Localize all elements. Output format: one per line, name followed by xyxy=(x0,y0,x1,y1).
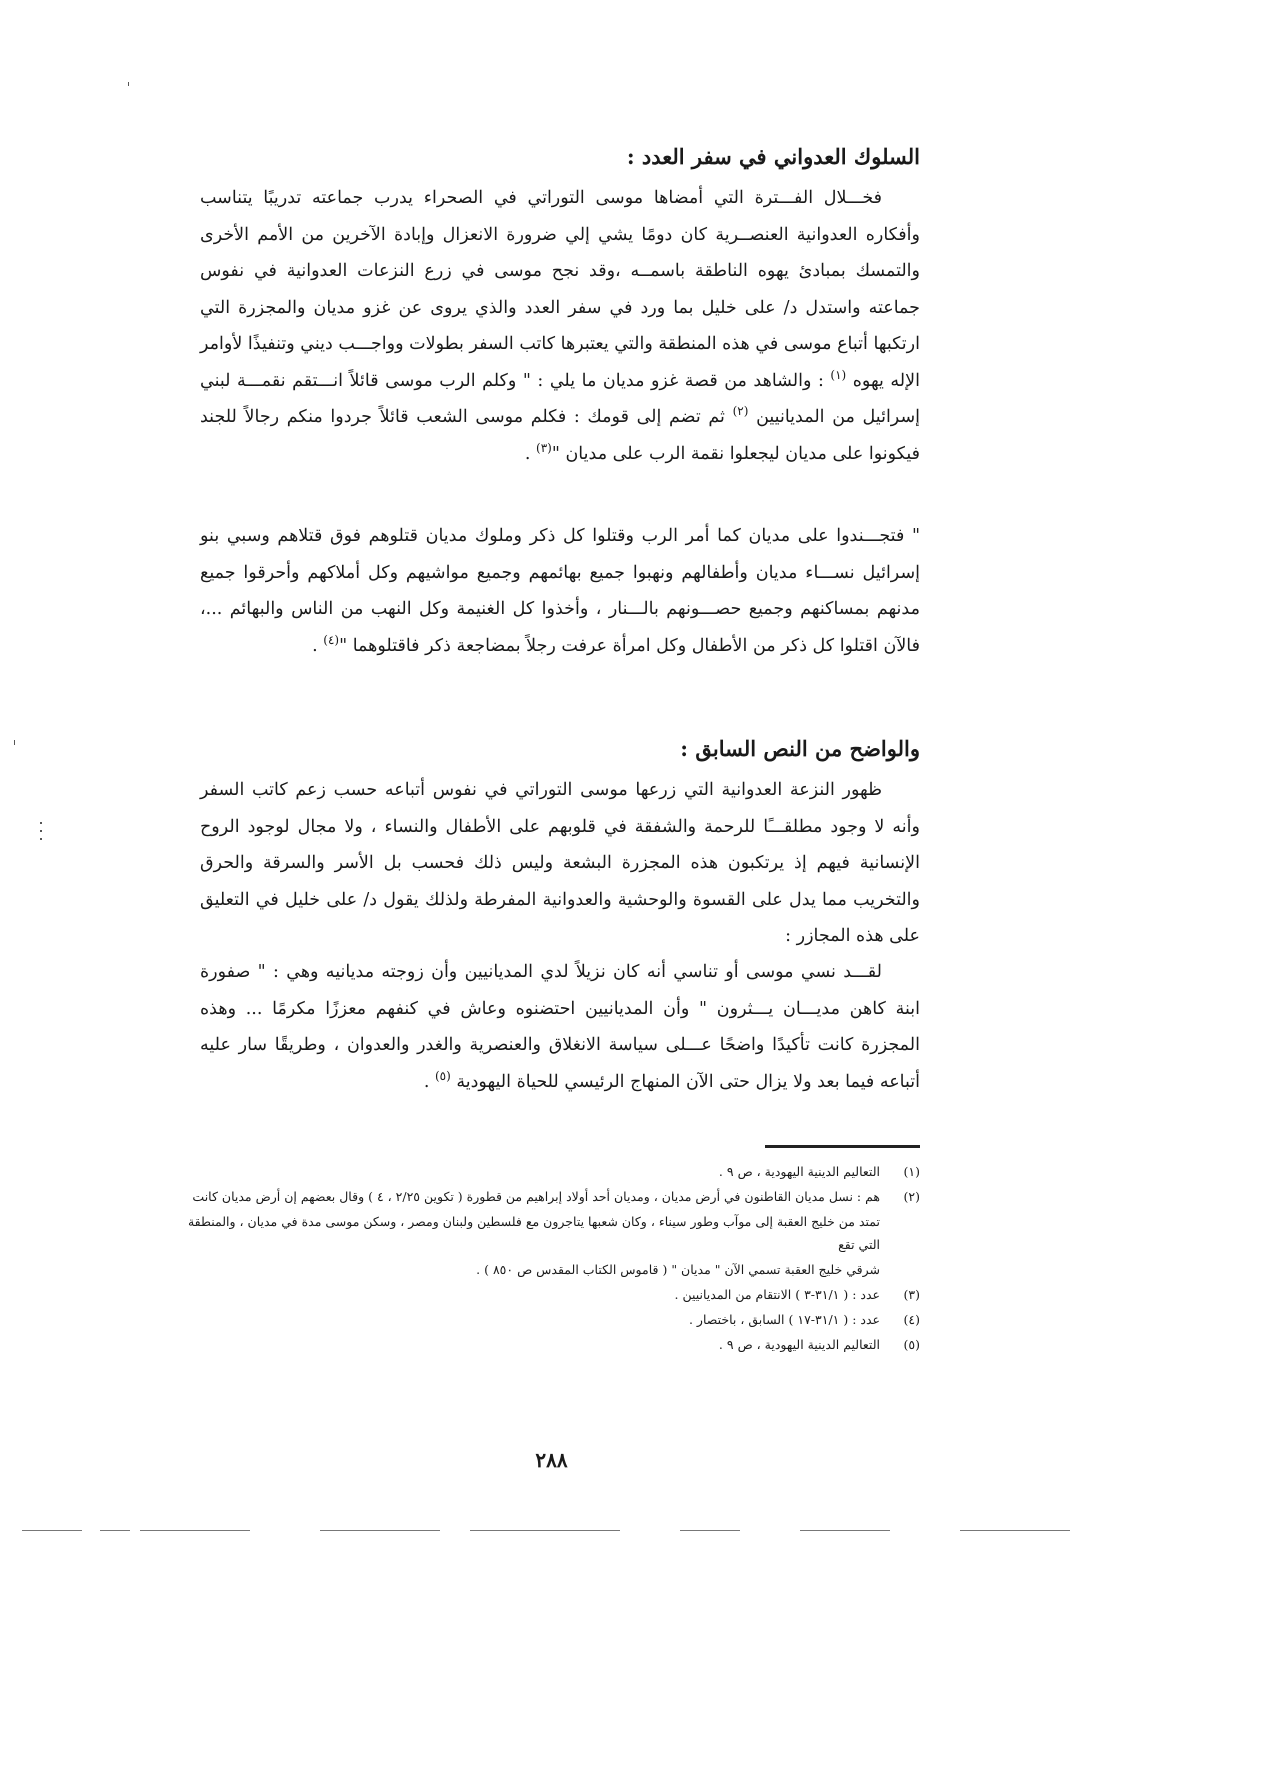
footnote-ref-4[interactable]: (٤) xyxy=(323,632,340,647)
footnote-number: (٢) xyxy=(903,1189,920,1204)
section1-text-end: . xyxy=(524,443,531,464)
quote-text-end: . xyxy=(312,635,318,656)
scan-edge-line xyxy=(140,1530,250,1531)
scan-edge-line xyxy=(22,1530,82,1531)
section1-paragraph xyxy=(200,180,920,472)
footnote-number: (٤) xyxy=(903,1312,920,1327)
quote-paragraph xyxy=(200,518,920,664)
section2-paragraph-2 xyxy=(200,954,920,1100)
page-number: ٢٨٨ xyxy=(535,1448,568,1472)
section2-paragraph2-text: لقـــد نسي موسى أو تناسي أنه كان نزيلاً لدي المديانيين وأن زوجته مديانيه وهي : " صفورة ابنة كاهن مديـــان يـــثرون " وأن المديانيين احتضنوه وعاش في كنفهم معززًا مكرمًا ... وهذه المجزرة كانت تأكيدًا واضحًا عـــلى سياسة الانغلاق والعنصرية والغدر والعدوان ، وطريقًا سار عليه أتباعه فيما بعد ولا يزال حتى الآن المنهاج الرئيسي للحياة اليهودية xyxy=(200,962,920,1092)
quote-text: " فتجـــندوا على مديان كما أمر الرب وقتلوا كل ذكر وملوك مديان قتلوهم فوق قتلاهم وسبي بنو إسرائيل نســـاء مديان وأطفالهم ونهبوا جميع بهائمهم وجميع مواشيهم وكل أملاكهم وأحرقوا جميع مدنهم بمساكنهم وجميع حصـــونهم بالـــنار ، وأخذوا كل الغنيمة وكل النهب من الناس والبهائم ...، فالآن اقتلوا كل ذكر من الأطفال وكل امرأة عرفت رجلاً بمضاجعة ذكر فاقتلوهما " xyxy=(200,526,920,656)
footnote-5 xyxy=(180,1333,920,1356)
footnote-number: (٣) xyxy=(903,1287,920,1302)
footnote-ref-3[interactable]: (٣) xyxy=(536,440,552,455)
footnote-1 xyxy=(180,1160,920,1183)
section1-text-part2: : والشاهد من قصة غزو مديان ما يلي : " وكلم الرب موسى قائلاً انـــتقم نقمـــة لبني إسرائيل من المديانيين xyxy=(200,370,920,427)
footnote-number: (١) xyxy=(903,1164,920,1179)
section2-paragraph-1: ظهور النزعة العدوانية التي زرعها موسى التوراتي في نفوس أتباعه حسب زعم كاتب السفر وأنه لا وجود مطلقـــًا للرحمة والشفقة في قلوبهم على الأطفال والنساء ، ولا مجال لوجود الروح الإنسانية فيهم إذ يرتكبون هذه المجزرة البشعة وليس ذلك فحسب بل الأسر والسرقة والحرق والتخريب مما يدل على القسوة والوحشية والعدوانية المفرطة ولذلك يقول د/ على خليل في التعليق على هذه المجازر : xyxy=(200,780,920,946)
scan-edge-line xyxy=(800,1530,890,1531)
footnote-line: عدد : ( ٣١/١-١٧ ) السابق ، باختصار . xyxy=(688,1312,880,1327)
footnote-2 xyxy=(180,1185,920,1281)
footnotes-section xyxy=(180,1160,920,1358)
footnote-ref-1[interactable]: (١) xyxy=(830,367,847,382)
footnote-line: التعاليم الدينية اليهودية ، ص ٩ . xyxy=(718,1164,880,1179)
footnote-line: التعاليم الدينية اليهودية ، ص ٩ . xyxy=(718,1337,880,1352)
footnote-line: تمتد من خليج العقبة إلى موآب وطور سيناء ، وكان شعبها يتاجرون مع فلسطين ولبنان ومصر ، وسكن موسى مدة في مديان ، والمنطقة التي تقع xyxy=(187,1214,880,1252)
section2-paragraph2-end: . xyxy=(423,1071,430,1092)
section1-text-part1: فخـــلال الفـــترة التي أمضاها موسى التوراتي في الصحراء يدرب جماعته تدريبًا يتناسب وأفكاره العدوانية العنصــرية كان دومًا يشي إلي ضرورة الانعزال وإبادة الآخرين من الأمم الأخرى والتمسك بمبادئ يهوه الناطقة باسمــه ،وقد نجح موسى في زرع النزعات العدوانية في نفوس جماعته واستدل د/ على خليل بما ورد في سفر العدد والذي يروى عن غزو مديان والمجزرة التي ارتكبها أتباع موسى في هذه المنطقة والتي يعتبرها كاتب السفر بطولات وواجـــب ديني وتنفيذًا لأوامر الإله يهوه xyxy=(200,188,920,391)
section-heading-evident-from-text: والواضح من النص السابق : xyxy=(680,736,920,761)
section1-text-part3: ثم تضم إلى قومك : فكلم موسى الشعب قائلاً جردوا منكم رجالاً للجند فيكونوا على مديان ليجعلوا نقمة الرب على مديان " xyxy=(200,407,920,464)
scan-mark xyxy=(128,82,129,86)
scan-mark xyxy=(40,838,42,840)
footnote-ref-2[interactable]: (٢) xyxy=(732,404,749,419)
scan-edge-line xyxy=(960,1530,1070,1531)
footnote-4 xyxy=(180,1308,920,1331)
footnote-line: شرقي خليج العقبة تسمي الآن " مديان " ( قاموس الكتاب المقدس ص ٨٥٠ ) . xyxy=(476,1262,880,1277)
scan-mark xyxy=(40,830,42,832)
footnote-separator xyxy=(765,1145,920,1148)
scan-mark xyxy=(14,740,15,745)
footnote-number: (٥) xyxy=(903,1337,920,1352)
scan-edge-line xyxy=(100,1530,130,1531)
scan-edge-line xyxy=(320,1530,440,1531)
scan-mark xyxy=(40,822,42,824)
footnote-line: عدد : ( ٣١/١-٣ ) الانتقام من المديانيين . xyxy=(674,1287,880,1302)
section-heading-aggressive-behavior: السلوك العدواني في سفر العدد : xyxy=(626,144,920,169)
footnote-3 xyxy=(180,1283,920,1306)
footnote-ref-5[interactable]: (٥) xyxy=(434,1068,451,1083)
scan-edge-line xyxy=(470,1530,620,1531)
scan-edge-line xyxy=(680,1530,740,1531)
footnote-line: هم : نسل مديان القاطنون في أرض مديان ، ومديان أحد أولاد إبراهيم من قطورة ( تكوين ٢/٢٥ ، ٤ ) وقال بعضهم إن أرض مديان كانت xyxy=(192,1189,880,1204)
